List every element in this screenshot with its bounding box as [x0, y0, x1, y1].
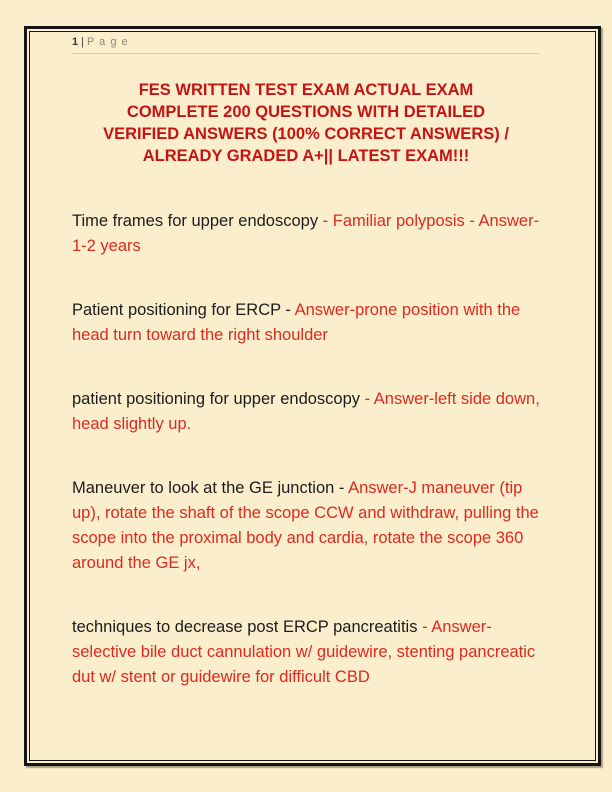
page-number: 1 — [72, 36, 79, 48]
document-title — [72, 79, 540, 167]
qa-item — [72, 298, 540, 348]
answer-text: Answer-prone position with the head turn toward the right shoulder — [72, 301, 521, 344]
page-number-separator: | — [81, 36, 84, 48]
document-title-line: VERIFIED ANSWERS (100% CORRECT ANSWERS) / — [103, 125, 509, 143]
answer-text: - Answer-left side down, head slightly up. — [72, 390, 540, 433]
document-title-line: COMPLETE 200 QUESTIONS WITH DETAILED — [126, 103, 486, 121]
answer-text: - Familiar polyposis - Answer-1-2 years — [72, 212, 540, 255]
question-text: techniques to decrease post ERCP pancreatitis — [72, 618, 423, 636]
qa-item — [72, 209, 540, 259]
document-page-border — [24, 26, 601, 766]
document-title-line: ALREADY GRADED A+|| LATEST EXAM!!! — [142, 147, 470, 165]
question-answer-list — [72, 209, 540, 690]
page-number-header — [72, 36, 540, 54]
answer-text: Answer-J maneuver (tip up), rotate the shaft of the scope CCW and withdraw, pulling the scope into the proximal body and cardia, rotate the scope 360 around the GE jx, — [72, 479, 539, 572]
document-title-line: FES WRITTEN TEST EXAM ACTUAL EXAM — [138, 81, 474, 99]
question-text: patient positioning for upper endoscopy — [72, 390, 365, 408]
qa-item — [72, 387, 540, 437]
document-page — [29, 31, 596, 761]
question-text: Patient positioning for ERCP - — [72, 301, 295, 319]
question-text: Maneuver to look at the GE junction - — [72, 479, 349, 497]
qa-item — [72, 615, 540, 690]
answer-text: - Answer-selective bile duct cannulation w/ guidewire, stenting pancreatic dut w/ stent or guidewire for difficult CBD — [72, 618, 536, 686]
page-label: P a g e — [86, 36, 129, 48]
qa-item — [72, 476, 540, 576]
question-text: Time frames for upper endoscopy — [72, 212, 323, 230]
